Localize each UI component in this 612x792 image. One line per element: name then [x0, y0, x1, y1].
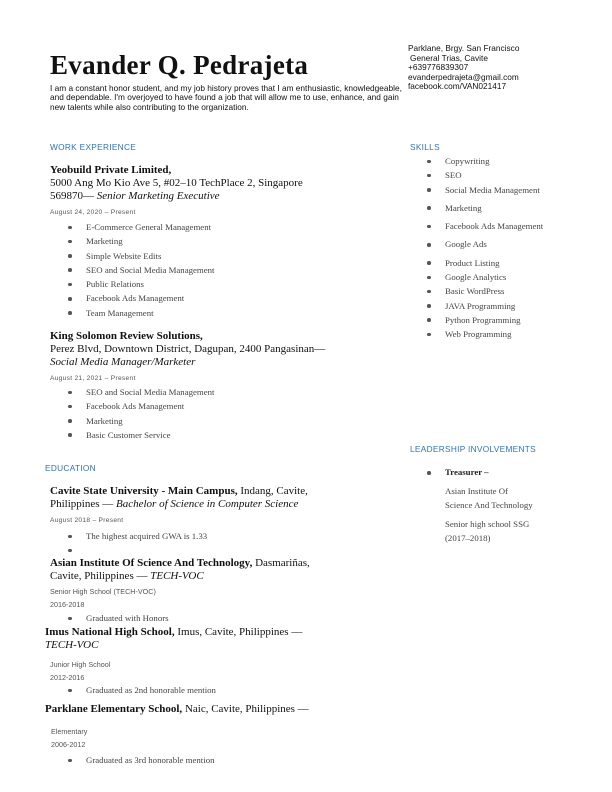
school-3-header: [45, 626, 302, 652]
list-item: The highest acquired GWA is 1.33: [50, 529, 207, 543]
school-3-notes: [50, 683, 216, 697]
school-2-program: TECH-VOC: [150, 570, 204, 582]
email-address: evanderpedrajeta@gmail.com: [408, 71, 519, 82]
school-2-notes: [50, 611, 169, 625]
bullet-icon: [427, 471, 431, 475]
job-1-header: [50, 164, 303, 203]
list-item: Graduated with Honors: [50, 611, 169, 625]
list-item: Product Listing: [410, 257, 490, 271]
list-item: Social Media Management: [410, 184, 507, 198]
contact-block: [408, 44, 519, 92]
job-2-address: Perez Blvd, Downtown District, Dagupan, 2400 Pangasinan—: [50, 343, 326, 355]
leadership-block: [410, 466, 540, 546]
school-3-years: 2012-2016: [50, 673, 85, 682]
work-experience-heading: WORK EXPERIENCE: [50, 142, 137, 152]
list-item: Facebook Ads Management: [50, 399, 215, 413]
school-4-notes: [50, 753, 215, 767]
skills-heading: SKILLS: [410, 142, 440, 152]
school-4-years: 2006-2012: [51, 740, 86, 749]
list-item: Marketing: [410, 202, 550, 216]
list-item: SEO: [410, 169, 550, 183]
list-item: [50, 543, 207, 553]
list-item: Facebook Ads Management: [50, 291, 215, 305]
address-line-2: General Trias, Cavite: [410, 52, 488, 63]
school-1-program: Bachelor of Science in Computer Science: [116, 498, 299, 510]
school-4-name: Parklane Elementary School,: [45, 703, 183, 715]
phone-number: +639776839307: [408, 62, 469, 73]
job-1-address-2: 569870—: [50, 190, 94, 202]
school-2-level: Senior High School (TECH-VOC): [50, 587, 156, 596]
school-2-years: 2016-2018: [50, 600, 85, 609]
job-1-role: Senior Marketing Executive: [96, 190, 220, 202]
school-3-name: Imus National High School,: [45, 626, 175, 638]
facebook-link: facebook.com/VAN021417: [408, 81, 507, 92]
list-item: Graduated as 3rd honorable mention: [50, 753, 215, 767]
school-3-level: Junior High School: [50, 660, 111, 669]
leadership-role: Treasurer –: [445, 467, 489, 477]
job-2-company: King Solomon Review Solutions,: [50, 330, 203, 342]
list-item: Google Ads: [410, 238, 550, 252]
job-1-company: Yeobuild Private Limited,: [50, 164, 172, 176]
job-1-date: August 24, 2020 – Present: [50, 209, 136, 216]
school-1-place-2: Philippines —: [50, 498, 114, 510]
school-1-place: Indang, Cavite,: [237, 485, 308, 497]
list-item: Simple Website Edits: [50, 249, 215, 263]
list-item: Public Relations: [50, 277, 215, 291]
resume-name: Evander Q. Pedrajeta: [50, 50, 309, 80]
list-item: SEO and Social Media Management: [50, 263, 215, 277]
job-1-address: 5000 Ang Mo Kio Ave 5, #02–10 TechPlace 2, Singapore: [50, 177, 303, 189]
leadership-org: Asian Institute Of Science And Technology: [445, 485, 533, 510]
list-item: Basic WordPress: [410, 285, 550, 299]
list-item: Marketing: [50, 414, 215, 428]
job-1-duties: [50, 220, 215, 320]
leadership-detail: Senior high school SSG (2017–2018): [445, 519, 530, 544]
school-1-date: August 2018 – Present: [50, 517, 124, 524]
list-item: SEO and Social Media Management: [50, 385, 215, 399]
list-item: Web Programming: [410, 328, 550, 342]
school-2-header: [50, 557, 310, 583]
skills-list: [410, 155, 550, 343]
school-2-name: Asian Institute Of Science And Technology,: [50, 557, 253, 569]
list-item: Python Programming: [410, 314, 550, 328]
school-2-place-2: Cavite, Philippines —: [50, 570, 148, 582]
school-1-name: Cavite State University - Main Campus,: [50, 485, 238, 497]
list-item: Graduated as 2nd honorable mention: [50, 683, 216, 697]
school-4-place: Naic, Cavite, Philippines —: [182, 703, 309, 715]
school-2-place: Dasmariñas,: [252, 557, 310, 569]
list-item: JAVA Programming: [410, 300, 550, 314]
list-item: E-Commerce General Management: [50, 220, 215, 234]
list-item: Marketing: [50, 234, 215, 248]
list-item: Team Management: [50, 306, 215, 320]
job-2-duties: [50, 385, 215, 442]
summary-text: I am a constant honor student, and my job history proves that I am enthusiastic, knowledgeable, and dependable. I'm overjoyed to have found a job that will allow me to use, enhance, and gain new talents while also contributing to the organization.: [50, 83, 402, 112]
school-3-place: Imus, Cavite, Philippines —: [174, 626, 303, 638]
address-line-1: Parklane, Brgy. San Francisco: [408, 43, 520, 53]
school-1-notes: [50, 529, 207, 553]
leadership-heading: LEADERSHIP INVOLVEMENTS: [410, 444, 537, 454]
school-3-program: TECH-VOC: [45, 639, 99, 651]
list-item: Copywriting: [410, 155, 550, 169]
school-4-level: Elementary: [51, 727, 88, 736]
education-heading: EDUCATION: [45, 463, 96, 473]
list-item: Google Analytics: [410, 271, 490, 285]
list-item: Facebook Ads Management: [410, 220, 497, 234]
list-item: Basic Customer Service: [50, 428, 215, 442]
school-1-header: [50, 485, 308, 511]
job-2-header: [50, 330, 325, 369]
job-2-role: Social Media Manager/Marketer: [50, 356, 196, 368]
job-2-date: August 21, 2021 – Present: [50, 375, 136, 382]
school-4-header: [45, 703, 309, 716]
